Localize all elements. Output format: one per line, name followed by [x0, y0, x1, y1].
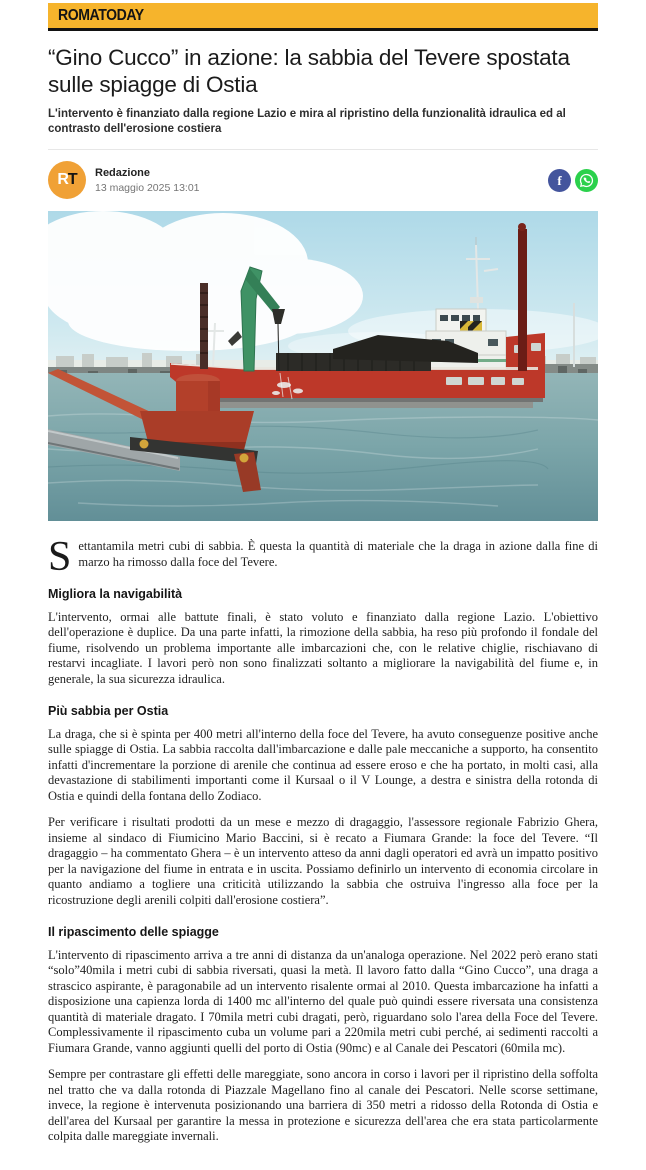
- dropcap: S: [48, 534, 72, 580]
- lead-text: ettantamila metri cubi di sabbia. È questa la quantità di materiale che la draga in azione dalla fine di marzo ha rimosso dalla foce del Tevere.: [78, 539, 598, 569]
- section-heading-navigabilita: Migliora la navigabilità: [48, 587, 183, 601]
- paragraph: Sempre per contrastare gli effetti delle mareggiate, sono ancora in corso i lavori per il ripristino della soffolta nel tratto che va dalla rotonda di Piazzale Magellano fino al canale dei Pescatori. Nelle scorse settimane, invece, la regione è intervenuta posizionando una barriera di 350 metri a ridosso della Rotonda di Ostia e dell'area del Kursaal per garantire la messa in protezione e sicurezza dell'area che era stata particolarmente colpita dalle mareggiate invernali.: [48, 1067, 598, 1143]
- byline-row: [48, 161, 598, 199]
- whatsapp-icon: [578, 172, 595, 189]
- avatar: [48, 161, 86, 199]
- facebook-icon: f: [557, 173, 562, 188]
- article-body: [48, 534, 598, 1170]
- paragraph: L'intervento, ormai alle battute finali, è stato voluto e finanziato dalla regione Lazio. L'obiettivo dell'operazione è duplice. Da una parte infatti, la rimozione della sabbia, ha reso più profondo il fondale del fiume, risolvendo un problema importante alle imbarcazioni che, con le relative chiglie, rischiavano di restarvi incagliate. I lavori però non sono finalizzati soltanto a migliorare la navigabilità del fiume e, in generale, la sua sicurezza idraulica.: [48, 609, 598, 686]
- avatar-letter-t: T: [67, 171, 77, 188]
- article-page: [0, 3, 646, 1170]
- section-heading-ripascimento: Il ripascimento delle spiagge: [48, 925, 219, 939]
- facebook-share-button[interactable]: [548, 169, 571, 192]
- dredger-ship-illustration: [48, 211, 598, 521]
- share-buttons: [548, 169, 598, 192]
- byline-meta: [95, 167, 548, 194]
- article-photo: [48, 211, 598, 521]
- masthead-banner: [48, 3, 598, 31]
- whatsapp-share-button[interactable]: [575, 169, 598, 192]
- section-heading-sabbia-ostia: Più sabbia per Ostia: [48, 704, 169, 718]
- subtitle-divider: [48, 149, 598, 150]
- paragraph: Per verificare i risultati prodotti da un mese e mezzo di dragaggio, l'assessore regionale Fabrizio Ghera, insieme al sindaco di Fiumicino Mario Baccini, si è recato a Fiumara Grande: la foce del Tevere. “Il dragaggio – ha commentato Ghera – è un intervento atteso da anni dagli operatori ed avrà un impatto positivo per la navigazione del fiume in entrata e in uscita. Possiamo definirlo un intervento di economia circolare in quanto andiamo a togliere una criticità utilizzando la sabbia che ostruiva l'ingresso alla foce per la ricostruzione degli arenili colpiti dall'erosione costiera”.: [48, 815, 598, 907]
- lead-paragraph: [48, 534, 598, 580]
- article-subtitle: L'intervento è finanziato dalla regione Lazio e mira al ripristino della funzionalità idraulica ed al contrasto dell'erosione costiera: [48, 108, 566, 135]
- publish-date: 13 maggio 2025 13:01: [95, 181, 200, 194]
- paragraph: La draga, che si è spinta per 400 metri all'interno della foce del Tevere, ha avuto conseguenze positive anche sulle spiagge di Ostia. La sabbia raccolta dall'imbarcazione e dalle pale meccaniche a supporto, ha consentito infatti d'incrementare la porzione di arenile che continua ad essere eroso e che ha portato, in molti casi, alla devastazione di stabilimenti importanti come il Kursaal o il V Lounge, a destra e sinistra della rotonda di Ostia e quindi della fontana dello Zodiaco.: [48, 726, 598, 803]
- article-title: “Gino Cucco” in azione: la sabbia del Tevere spostata sulle spiagge di Ostia: [48, 45, 570, 97]
- author-name[interactable]: Redazione: [95, 166, 151, 179]
- avatar-letter-r: R: [57, 171, 68, 188]
- romatoday-logo[interactable]: ROMATODAY: [58, 6, 144, 24]
- paragraph: L'intervento di ripascimento arriva a tre anni di distanza da un'analoga operazione. Nel 2022 però erano stati “solo”40mila i metri cubi di sabbia riversati, quasi la metà. Il lavoro fatto dalla “Gino Cucco”, una draga a strascico aspirante, è paragonabile ad un intervento risalente ormai al 2010. Questa imbarcazione ha infatti a disposizione una capienza lorda di 1400 mc all'interno del quale può quindi essere riversata una consistenza quantità di materiale dragato. I 70mila metri cubi dragati, però, riguardano solo l'area della Foce del Tevere. Complessivamente il ripascimento cuba un volume pari a 220mila metri cubi perché, ai sedimenti raccolti a Fiumara Grande, vanno aggiunti quelli del porto di Ostia (90mc) e al Canale dei Pescatori (60mila mc).: [48, 947, 598, 1055]
